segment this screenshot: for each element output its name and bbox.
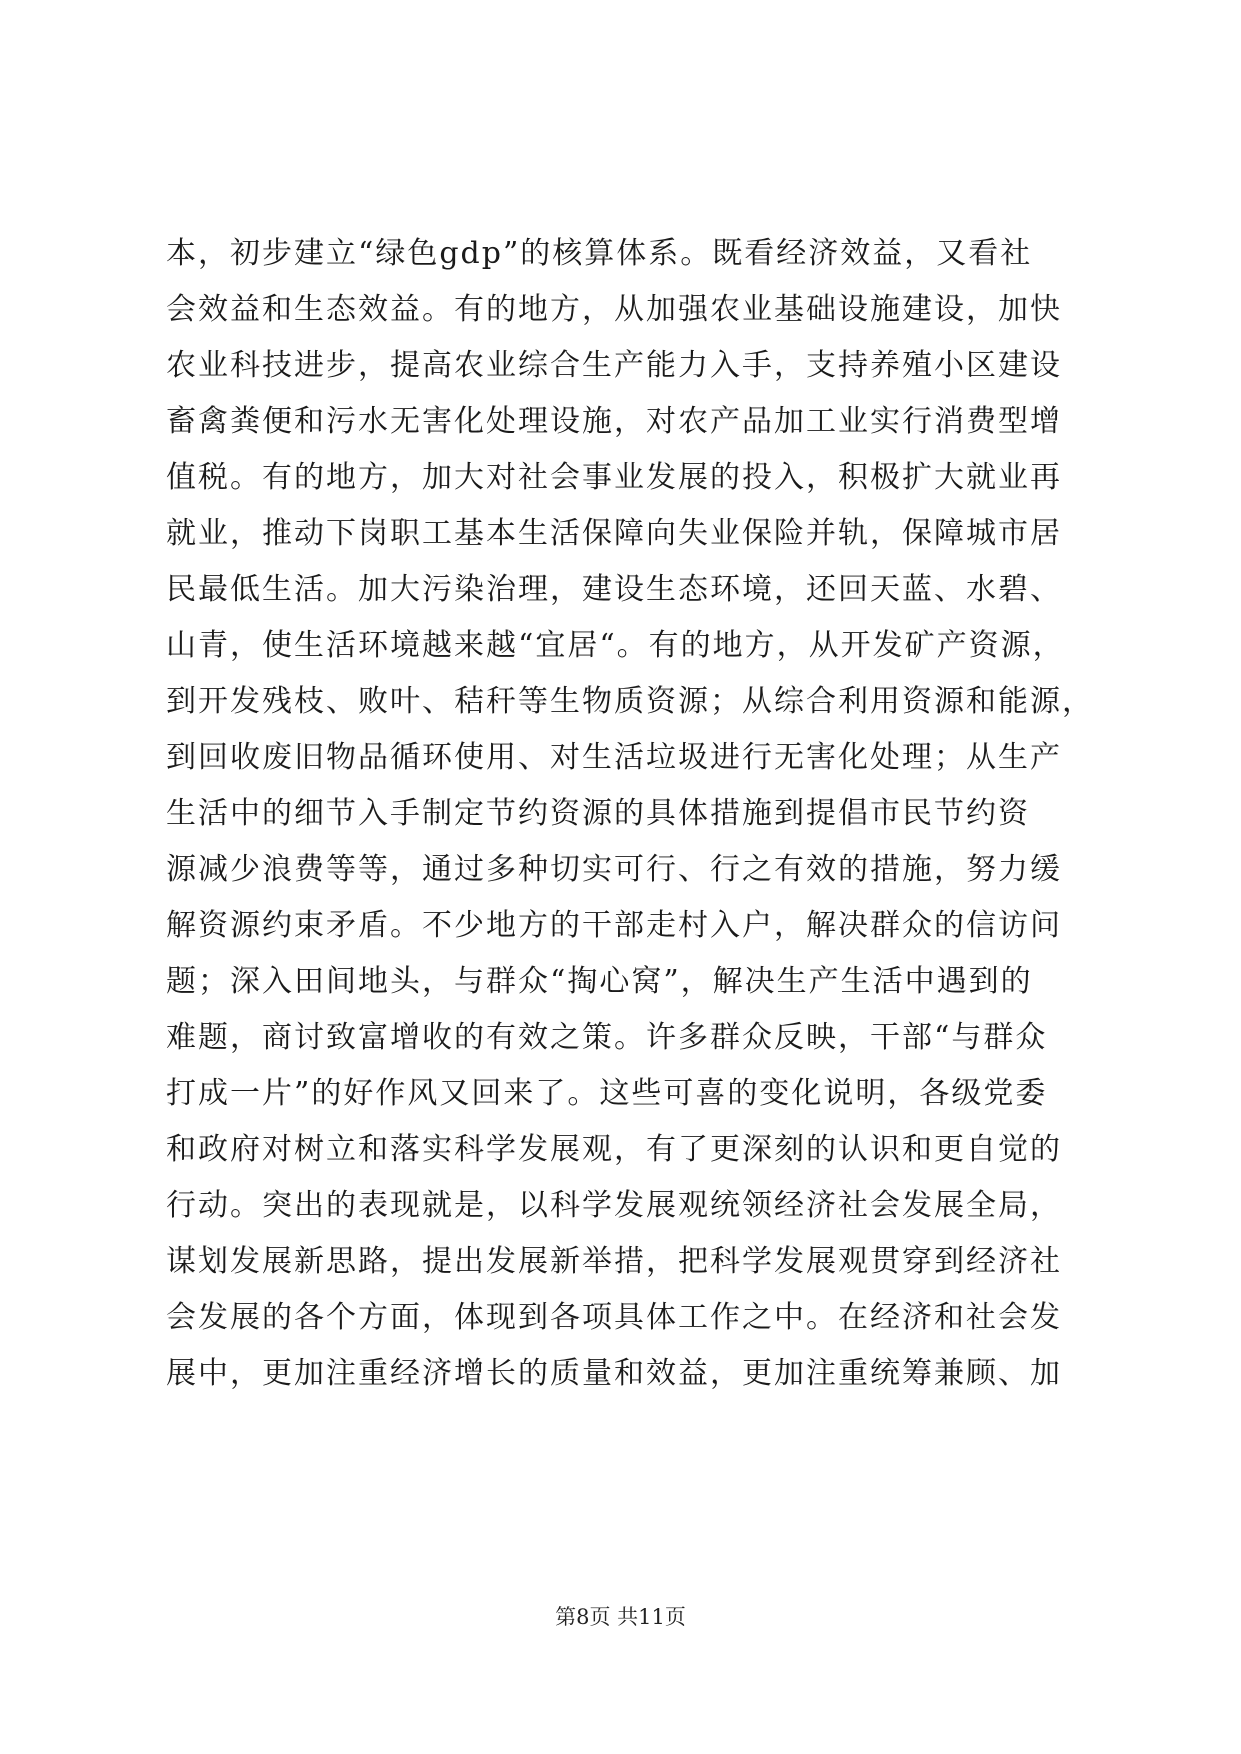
text-line: 和政府对树立和落实科学发展观，有了更深刻的认识和更自觉的 [166, 1132, 1062, 1167]
text-line: 展中，更加注重经济增长的质量和效益，更加注重统筹兼顾、加 [166, 1356, 1062, 1391]
text-line: 畜禽粪便和污水无害化处理设施，对农产品加工业实行消费型增 [166, 404, 1062, 439]
text-line: 难题，商讨致富增收的有效之策。许多群众反映，干部“与群众 [166, 1020, 1048, 1055]
text-line: 山青，使生活环境越来越“宜居“。有的地方，从开发矿产资源， [166, 628, 1065, 663]
text-line: 到回收废旧物品循环使用、对生活垃圾进行无害化处理；从生产 [166, 740, 1062, 775]
text-line: 本，初步建立“绿色gdp”的核算体系。既看经济效益，又看社 [166, 236, 1033, 271]
text-line: 值税。有的地方，加大对社会事业发展的投入，积极扩大就业再 [166, 460, 1062, 495]
text-line: 解资源约束矛盾。不少地方的干部走村入户，解决群众的信访问 [166, 908, 1062, 943]
text-line: 农业科技进步，提高农业综合生产能力入手，支持养殖小区建设 [166, 348, 1062, 383]
text-line: 行动。突出的表现就是，以科学发展观统领经济社会发展全局， [166, 1188, 1062, 1223]
text-line: 民最低生活。加大污染治理，建设生态环境，还回天蓝、水碧、 [166, 572, 1062, 607]
text-line: 谋划发展新思路，提出发展新举措，把科学发展观贯穿到经济社 [166, 1244, 1062, 1279]
text-line: 源减少浪费等等，通过多种切实可行、行之有效的措施，努力缓 [166, 852, 1062, 887]
text-line: 题；深入田间地头，与群众“掏心窝”，解决生产生活中遇到的 [166, 964, 1033, 999]
text-line: 生活中的细节入手制定节约资源的具体措施到提倡市民节约资 [166, 796, 1030, 831]
page-number-footer: 第8页 共11页 [555, 1605, 686, 1629]
text-line: 会发展的各个方面，体现到各项具体工作之中。在经济和社会发 [166, 1300, 1062, 1335]
text-line: 就业，推动下岗职工基本生活保障向失业保险并轨，保障城市居 [166, 516, 1062, 551]
text-line: 会效益和生态效益。有的地方，从加强农业基础设施建设，加快 [166, 292, 1062, 327]
text-line: 到开发残枝、败叶、秸秆等生物质资源；从综合利用资源和能源， [166, 684, 1094, 719]
text-line: 打成一片”的好作风又回来了。这些可喜的变化说明，各级党委 [166, 1076, 1048, 1111]
